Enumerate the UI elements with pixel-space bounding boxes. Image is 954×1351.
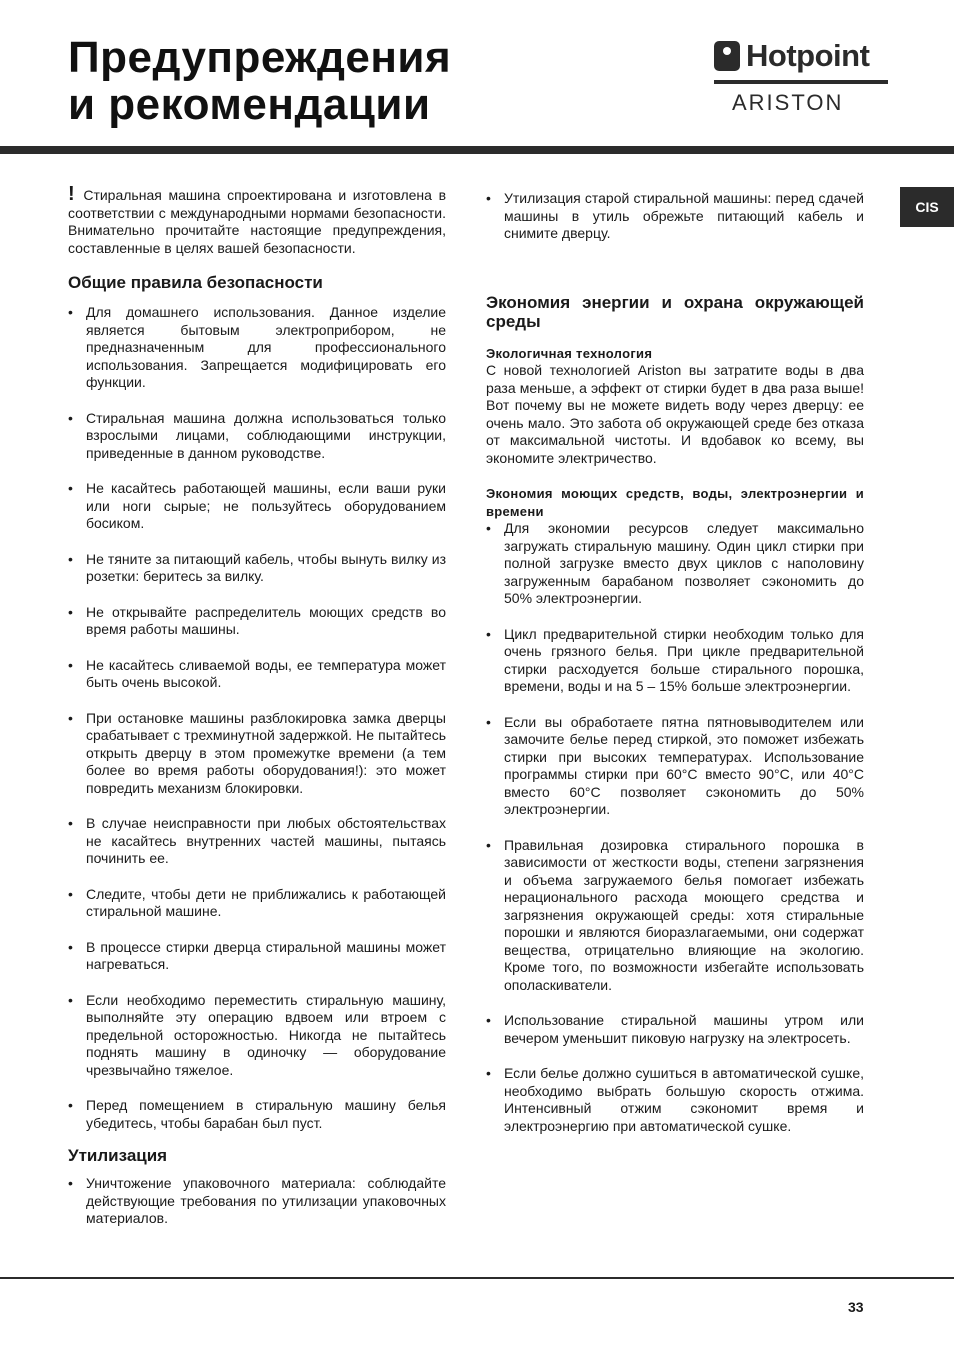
list-item: • Цикл предварительной стирки необходим только для очень грязного белья. При цикле предварительной стирки расходуется больше стирального порошка, времени, воды и на 5 – 15% больше электроэнергии.	[486, 626, 864, 696]
title-line-1: Предупреждения	[68, 33, 452, 82]
list-item: • Если вы обработаете пятна пятновыводителем или замочите белье перед стиркой, это поможет избежать стирки при высоких температурах. Использование программы стирки при 60°С вместо 90°С, или 40°С вместо 60°С позволяет сэкономить до 50% электроэнергии.	[486, 714, 864, 819]
list-item: • Перед помещением в стиральную машину белья убедитесь, чтобы барабан был пуст.	[68, 1097, 446, 1132]
list-item: • Не открывайте распределитель моющих средств во время работы машины.	[68, 604, 446, 639]
energy-heading: Экономия энергии и охрана окружающей среды	[486, 292, 864, 331]
list-item: • Не касайтесь работающей машины, если ваши руки или ноги сырые; не пользуйтесь оборудованием босиком.	[68, 480, 446, 533]
list-item: • Не тяните за питающий кабель, чтобы вынуть вилку из розетки: беритесь за вилку.	[68, 551, 446, 586]
footer-rule	[0, 1277, 954, 1279]
safety-heading: Общие правила безопасности	[68, 273, 323, 292]
list-item: • В процессе стирки дверца стиральной машины может нагреваться.	[68, 939, 446, 974]
logo-divider	[714, 80, 888, 84]
eco-subheading: Экологичная технология	[486, 345, 653, 361]
header-rule	[0, 146, 954, 154]
brand-mark-icon	[714, 41, 740, 71]
right-column	[486, 190, 864, 1153]
list-item: • При остановке машины разблокировка замка дверцы срабатывает с трехминутной задержкой. Не пытайтесь открыть дверцу в этом промежутке времени (а тем более во время работы оборудования!): это может повредить механизм блокировки.	[68, 710, 446, 798]
list-item: • Если белье должно сушиться в автоматической сушке, необходимо выбрать большую скорость отжима. Интенсивный отжим сэкономит время и электроэнергию при автоматической сушке.	[486, 1065, 864, 1135]
language-tab: CIS	[900, 187, 954, 227]
disposal-heading: Утилизация	[68, 1146, 168, 1165]
list-item: • В случае неисправности при любых обстоятельствах не касайтесь внутренних частей машины, пытаясь починить ее.	[68, 815, 446, 868]
left-column	[68, 183, 447, 1246]
page-number: 33	[848, 1299, 864, 1315]
list-item: • Если необходимо переместить стиральную машину, выполняйте эту операцию вдвоем или втроем с предельной осторожностью. Никогда не пытайтесь поднять машину в одиночку — оборудование чрезвычайно тяжелое.	[68, 992, 446, 1080]
brand-subname: ARISTON	[732, 90, 844, 115]
title-line-2: и рекомендации	[68, 80, 431, 129]
list-item: • Для экономии ресурсов следует максимально загружать стиральную машину. Один цикл стирки при полной загрузке вместо двух циклов с наполовину загруженным барабаном позволяет сэкономить до 50% электроэнергии.	[486, 520, 864, 608]
intro-paragraph	[68, 183, 447, 257]
safety-list	[68, 304, 446, 1132]
disposal-list-continued	[486, 190, 864, 243]
list-item: • Утилизация старой стиральной машины: перед сдачей машины в утиль обрежьте питающий кабель и снимите дверцу.	[486, 190, 864, 243]
brand-name: Hotpoint	[746, 38, 870, 73]
intro-text: Стиральная машина спроектирована и изготовлена в соответствии с международными нормами безопасности. Внимательно прочитайте настоящие предупреждения, составленные в целях вашей безопасности.	[68, 187, 447, 256]
disposal-list	[68, 1175, 446, 1228]
savings-list	[486, 520, 864, 1135]
hotpoint-ariston-logo	[714, 38, 890, 118]
savings-subheading: Экономия моющих средств, воды, электроэнергии и времени	[486, 486, 864, 519]
list-item: • Не касайтесь сливаемой воды, ее температура может быть очень высокой.	[68, 657, 446, 692]
list-item: • Уничтожение упаковочного материала: соблюдайте действующие требования по утилизации упаковочных материалов.	[68, 1175, 446, 1228]
list-item: • Для домашнего использования. Данное изделие является бытовым электроприбором, не предназначенным для профессионального использования. Запрещается модифицировать его функции.	[68, 304, 446, 392]
eco-paragraph: С новой технологией Ariston вы затратите воды в два раза меньше, а эффект от стирки будет в два раза выше! Вот почему вы не можете видеть воду через дверцу: ее очень мало. Это забота об окружающей среде без отказа от максимальной чистоты. И вдобавок ко всему, вы экономите электричество.	[486, 362, 864, 466]
list-item: • Стиральная машина должна использоваться только взрослыми лицами, соблюдающими инструкции, приведенные в данном руководстве.	[68, 410, 446, 463]
list-item: • Правильная дозировка стирального порошка в зависимости от жесткости воды, степени загрязнения и объема загружаемого белья помогает избежать нерационального расхода моющего средства и загрязнения окружающей среды: хотя стиральные порошки и являются биоразлагаемыми, они содержат вещества, отрицательно влияющие на экологию. Кроме того, по возможности избегайте использовать ополаскиватели.	[486, 837, 864, 995]
page-title	[68, 34, 451, 128]
list-item: • Использование стиральной машины утром или вечером уменьшит пиковую нагрузку на электросеть.	[486, 1012, 864, 1047]
list-item: • Следите, чтобы дети не приближались к работающей стиральной машине.	[68, 886, 446, 921]
warning-icon: !	[68, 183, 75, 205]
